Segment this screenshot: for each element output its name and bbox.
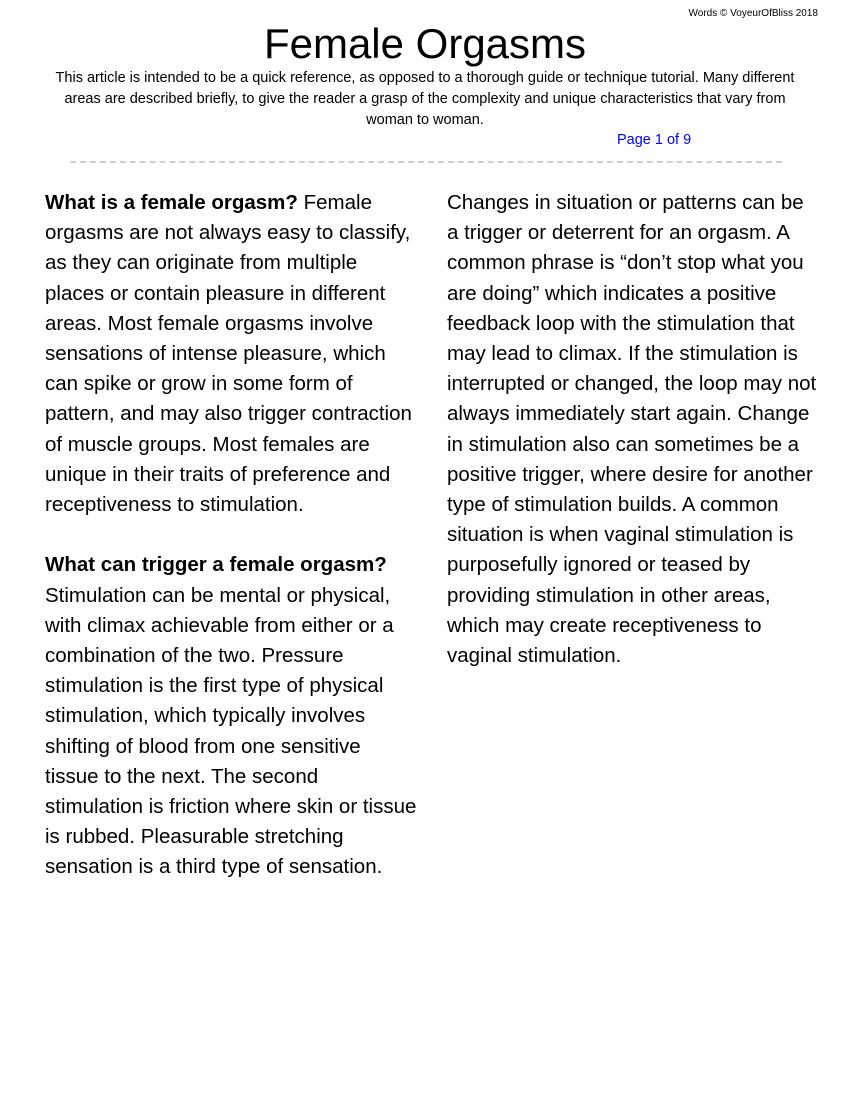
- page-title: Female Orgasms: [263, 20, 587, 67]
- section-body: Stimulation can be mental or physical, with climax achievable from either or a combination of the two. Pressure stimulation is the first type of physical stimulation, which typically involves shifting of blood from one sensitive tissue to the next. The second stimulation is friction where skin or tissue is rubbed. Pleasurable stretching sensation is a third type of sensation.: [45, 583, 417, 879]
- copyright-credit: Words © VoyeurOfBliss 2018: [688, 8, 818, 19]
- intro-paragraph: This article is intended to be a quick reference, as opposed to a thorough guide or technique tutorial. Many different areas are described briefly, to give the reader a grasp of the complexity and unique characteristics that vary from woman to woman.: [55, 70, 795, 128]
- section-changes: [447, 188, 819, 671]
- section-what-is: [45, 188, 417, 520]
- left-column: [45, 188, 417, 913]
- right-column: [447, 188, 819, 701]
- section-triggers: [45, 550, 417, 882]
- section-body: Female orgasms are not always easy to classify, as they can originate from multiple places or contain pleasure in different areas. Most female orgasms involve sensations of intense pleasure, which can spike or grow in some form of pattern, and may also trigger contraction of muscle groups. Most females are unique in their traits of preference and receptiveness to stimulation.: [45, 191, 412, 517]
- dashed-divider: [70, 161, 782, 163]
- section-heading: What is a female orgasm?: [45, 191, 298, 214]
- section-body: Changes in situation or patterns can be a trigger or deterrent for an orgasm. A common phrase is “don’t stop what you are doing” which indicates a positive feedback loop with the stimulation that may lead to climax. If the stimulation is interrupted or changed, the loop may not always immediately start again. Change in stimulation also can sometimes be a positive trigger, where desire for another type of stimulation builds. A common situation is when vaginal stimulation is purposefully ignored or teased by providing stimulation in other areas, which may create receptiveness to vaginal stimulation.: [447, 191, 817, 668]
- section-heading: What can trigger a female orgasm?: [45, 553, 387, 577]
- page-indicator: Page 1 of 9: [617, 132, 692, 148]
